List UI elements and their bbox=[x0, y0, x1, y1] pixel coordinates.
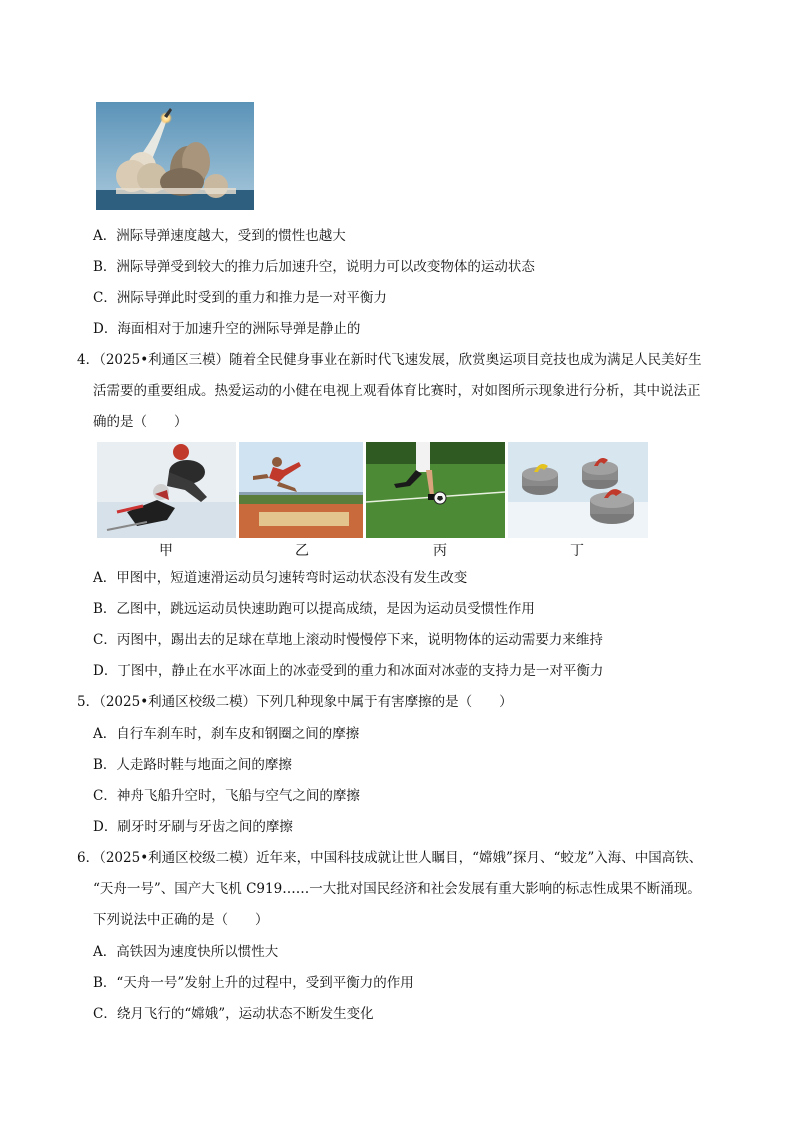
q3-option-c: C．洲际导弹此时受到的重力和推力是一对平衡力 bbox=[93, 290, 387, 306]
q6-stem-line-1: 6．（2025•利通区校级二模）近年来，中国科技成就让世人瞩目，“嫦娥”探月、“蛟龙”入海、中国高铁、 bbox=[77, 850, 703, 866]
caption-yi: 乙 bbox=[295, 543, 309, 559]
soccer-image bbox=[366, 442, 505, 538]
q4-option-c: C．丙图中，踢出去的足球在草地上滚动时慢慢停下来，说明物体的运动需要力来维持 bbox=[93, 632, 603, 648]
q4-option-d: D．丁图中，静止在水平冰面上的冰壶受到的重力和冰面对冰壶的支持力是一对平衡力 bbox=[93, 663, 604, 679]
q4-option-b: B．乙图中，跳远运动员快速助跑可以提高成绩，是因为运动员受惯性作用 bbox=[93, 601, 535, 617]
q5-option-d: D．刷牙时牙刷与牙齿之间的摩擦 bbox=[93, 819, 293, 835]
q6-stem-line-3: 下列说法中正确的是（ ） bbox=[93, 912, 269, 928]
caption-bing: 丙 bbox=[433, 543, 447, 559]
q5-option-c: C．神舟飞船升空时，飞船与空气之间的摩擦 bbox=[93, 788, 360, 804]
missile-launch-image bbox=[96, 102, 254, 210]
q4-stem-line-3: 确的是（ ） bbox=[93, 414, 188, 430]
caption-jia: 甲 bbox=[159, 543, 173, 559]
long-jump-image bbox=[239, 442, 363, 538]
q6-option-c: C．绕月飞行的“嫦娥”，运动状态不断发生变化 bbox=[93, 1006, 374, 1022]
q4-stem-line-1: 4．（2025•利通区三模）随着全民健身事业在新时代飞速发展，欣赏奥运项目竞技也成为满足人民美好生 bbox=[77, 352, 702, 368]
q5-stem: 5．（2025•利通区校级二模）下列几种现象中属于有害摩擦的是（ ） bbox=[77, 694, 513, 710]
q5-option-b: B．人走路时鞋与地面之间的摩擦 bbox=[93, 757, 292, 773]
q6-option-b: B．“天舟一号”发射上升的过程中，受到平衡力的作用 bbox=[93, 975, 414, 991]
curling-image bbox=[508, 442, 648, 538]
q6-stem-line-2: “天舟一号”、国产大飞机 C919……一大批对国民经济和社会发展有重大影响的标志性成果不断涌现。 bbox=[93, 881, 701, 897]
caption-ding: 丁 bbox=[570, 543, 584, 559]
q3-option-d: D．海面相对于加速升空的洲际导弹是静止的 bbox=[93, 321, 361, 337]
q4-option-a: A．甲图中，短道速滑运动员匀速转弯时运动状态没有发生改变 bbox=[93, 570, 468, 586]
q3-option-a: A．洲际导弹速度越大，受到的惯性也越大 bbox=[93, 228, 346, 244]
q4-stem-line-2: 活需要的重要组成。热爱运动的小健在电视上观看体育比赛时，对如图所示现象进行分析，其中说法正 bbox=[93, 383, 701, 399]
q5-option-a: A．自行车刹车时，刹车皮和钢圈之间的摩擦 bbox=[93, 726, 360, 742]
speed-skating-image bbox=[97, 442, 236, 538]
q6-option-a: A．高铁因为速度快所以惯性大 bbox=[93, 944, 279, 960]
q3-option-b: B．洲际导弹受到较大的推力后加速升空，说明力可以改变物体的运动状态 bbox=[93, 259, 535, 275]
